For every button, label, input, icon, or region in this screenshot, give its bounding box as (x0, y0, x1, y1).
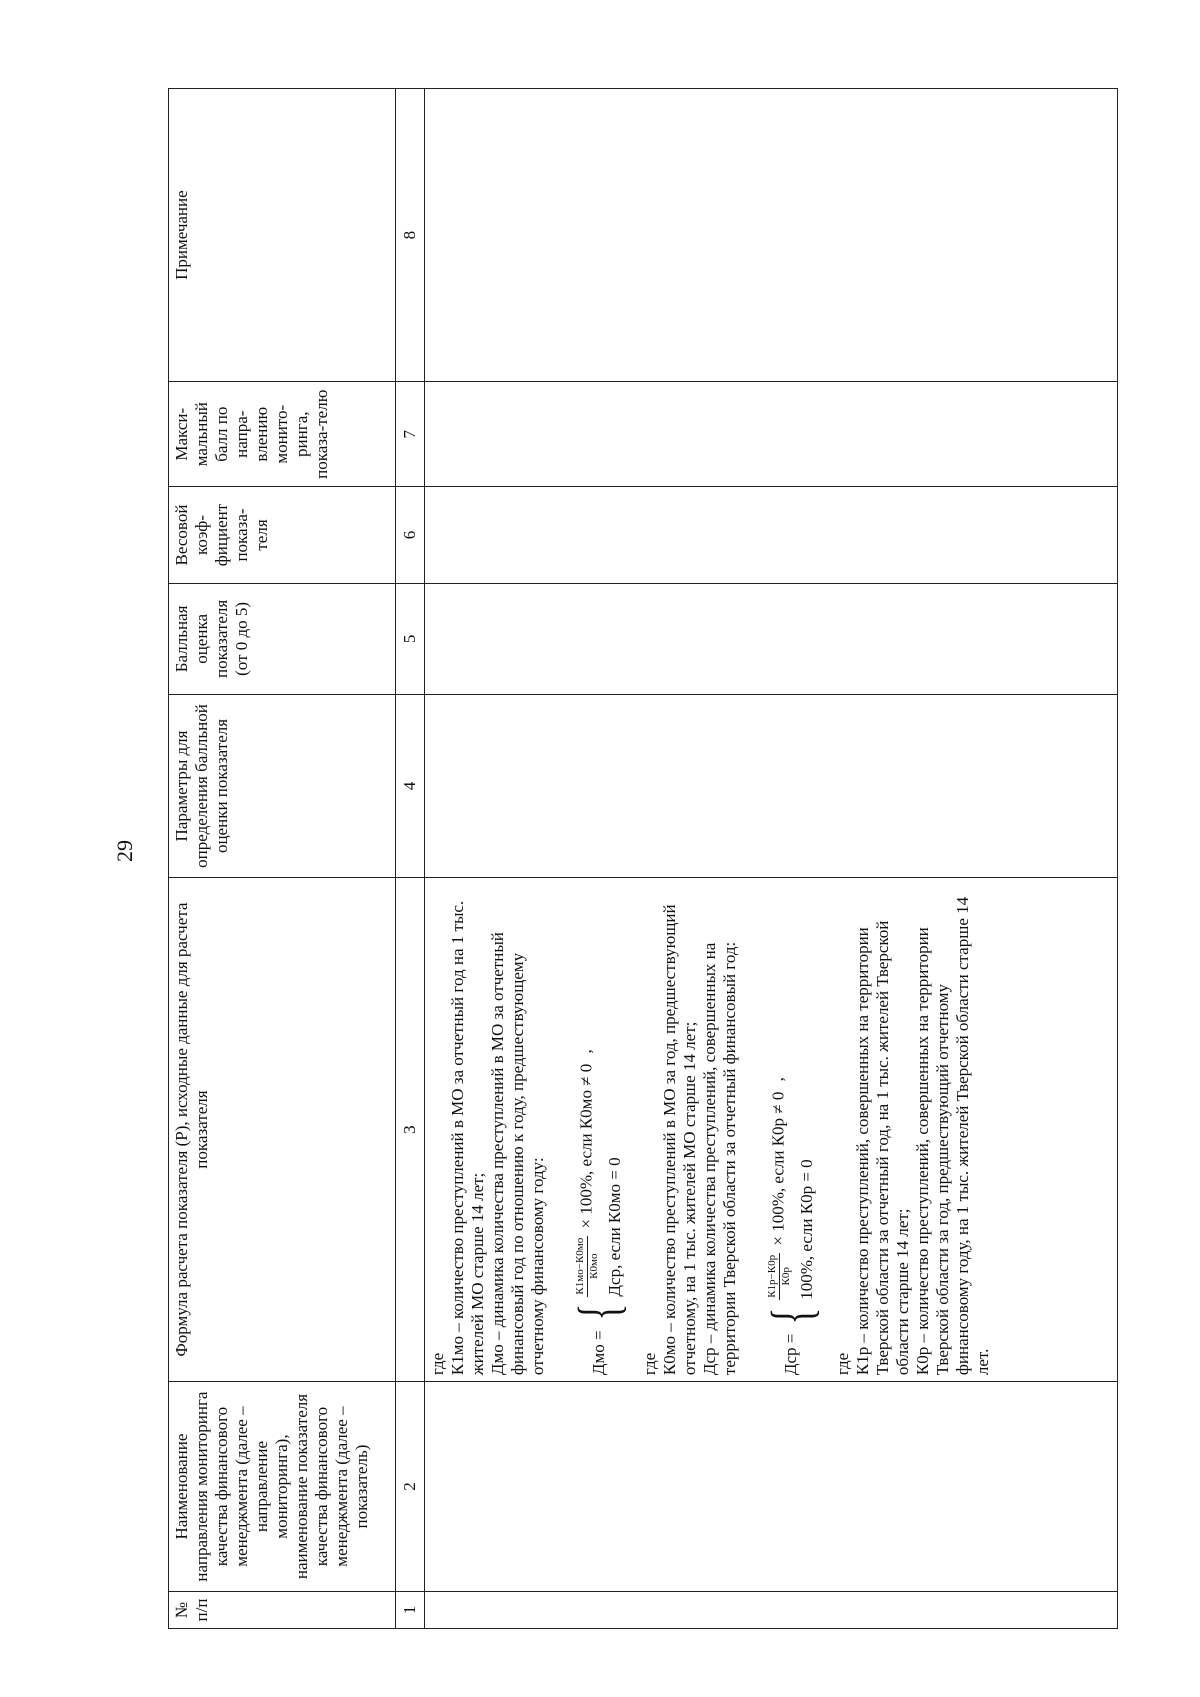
table-container (168, 88, 1118, 1629)
monitoring-table (168, 88, 1118, 1629)
dsr-fraction (766, 1253, 793, 1300)
cell-weight (425, 487, 1118, 584)
column-number: 4 (396, 694, 425, 877)
k0r-definition: К0р – количество преступлений, совершенных на территории Тверской области за год, предшествующий отчетному финансовому году, на 1 тыс. жителей Тверской области старше 14 лет. (912, 896, 992, 1376)
page-number: 29 (112, 840, 137, 862)
cell-direction-name (425, 1382, 1118, 1592)
cell-formula (425, 878, 1118, 1382)
dmo-formula (566, 884, 632, 1376)
cell-note (425, 89, 1118, 382)
header-row (169, 89, 396, 1629)
cell-number (425, 1591, 1118, 1628)
column-number: 5 (396, 583, 425, 694)
brace-icon: { (758, 1307, 824, 1325)
header-parameters: Параметры для определения балльной оценки показателя (169, 694, 396, 877)
cell-parameters (425, 694, 1118, 877)
brace-icon: { (566, 1304, 632, 1321)
dmo-fraction-numerator: К1мо−К0мо (573, 1237, 586, 1295)
dsr-comma: , (768, 1077, 788, 1082)
header-number: № п/п (169, 1591, 396, 1628)
dsr-formula (758, 884, 824, 1376)
k1r-definition: К1р – количество преступлений, совершенных на территории Тверской области за отчетный год, на 1 тыс. жителей Тверской области старше 14 лет; (852, 920, 912, 1376)
header-note: Примечание (169, 89, 396, 382)
table-row (425, 89, 1118, 1629)
k1mo-definition: К1мо – количество преступлений в МО за отчетный год на 1 тыс. жителей МО старше 14 лет; (448, 900, 488, 1376)
header-score: Балльная оценка показателя (от 0 до 5) (169, 583, 396, 694)
cell-max-score (425, 382, 1118, 487)
column-number: 6 (396, 487, 425, 584)
column-number: 3 (396, 878, 425, 1382)
where-label: где (640, 1352, 660, 1376)
dsr-fraction-denominator: К0р (779, 1267, 792, 1286)
dmo-case-1: × 100%, если К0мо ≠ 0 (576, 1063, 596, 1229)
dmo-fraction-denominator: К0мо (587, 1253, 600, 1279)
header-weight: Весовой коэф-фициент показа-теля (169, 487, 396, 584)
dmo-lhs: Дмо = (589, 1330, 609, 1376)
dsr-lhs: Дср = (781, 1333, 801, 1376)
column-number: 1 (396, 1591, 425, 1628)
dsr-case-1: × 100%, если К0р ≠ 0 (768, 1091, 788, 1246)
column-number: 8 (396, 89, 425, 382)
header-max-score: Макси-мальный балл по напра-влению монито-ринга, показа-телю (169, 382, 396, 487)
where-label: где (832, 1352, 852, 1376)
dsr-definition: Дср – динамика количества преступлений, совершенных на территории Тверской области за отчетный финансовый год: (700, 941, 740, 1376)
k0mo-definition: К0мо – количество преступлений в МО за год, предшествующий отчетному, на 1 тыс. жителей МО старше 14 лет; (660, 904, 700, 1376)
where-label: где (428, 1352, 447, 1376)
column-number: 2 (396, 1382, 425, 1592)
header-formula: Формула расчета показателя (P), исходные данные для расчета показателя (169, 878, 396, 1382)
dsr-fraction-numerator: К1р−К0р (766, 1254, 779, 1298)
dmo-fraction (574, 1236, 601, 1297)
dsr-case-2: 100%, если К0р = 0 (796, 1159, 816, 1300)
column-number: 7 (396, 382, 425, 487)
header-direction-name: Наименование направления мониторинга качества финансового менеджмента (далее – направление мониторинга), наименование показателя качества финансового менеджмента (далее – показатель) (169, 1382, 396, 1592)
dmo-comma: , (576, 1049, 596, 1054)
dmo-definition: Дмо – динамика количества преступлений в МО за отчетный финансовый год по отношению к году, предшествующему отчетному финансовому году: (488, 932, 548, 1376)
cell-score (425, 583, 1118, 694)
column-number-row (396, 89, 425, 1629)
dmo-case-2: Дср, если К0мо = 0 (604, 1157, 624, 1297)
